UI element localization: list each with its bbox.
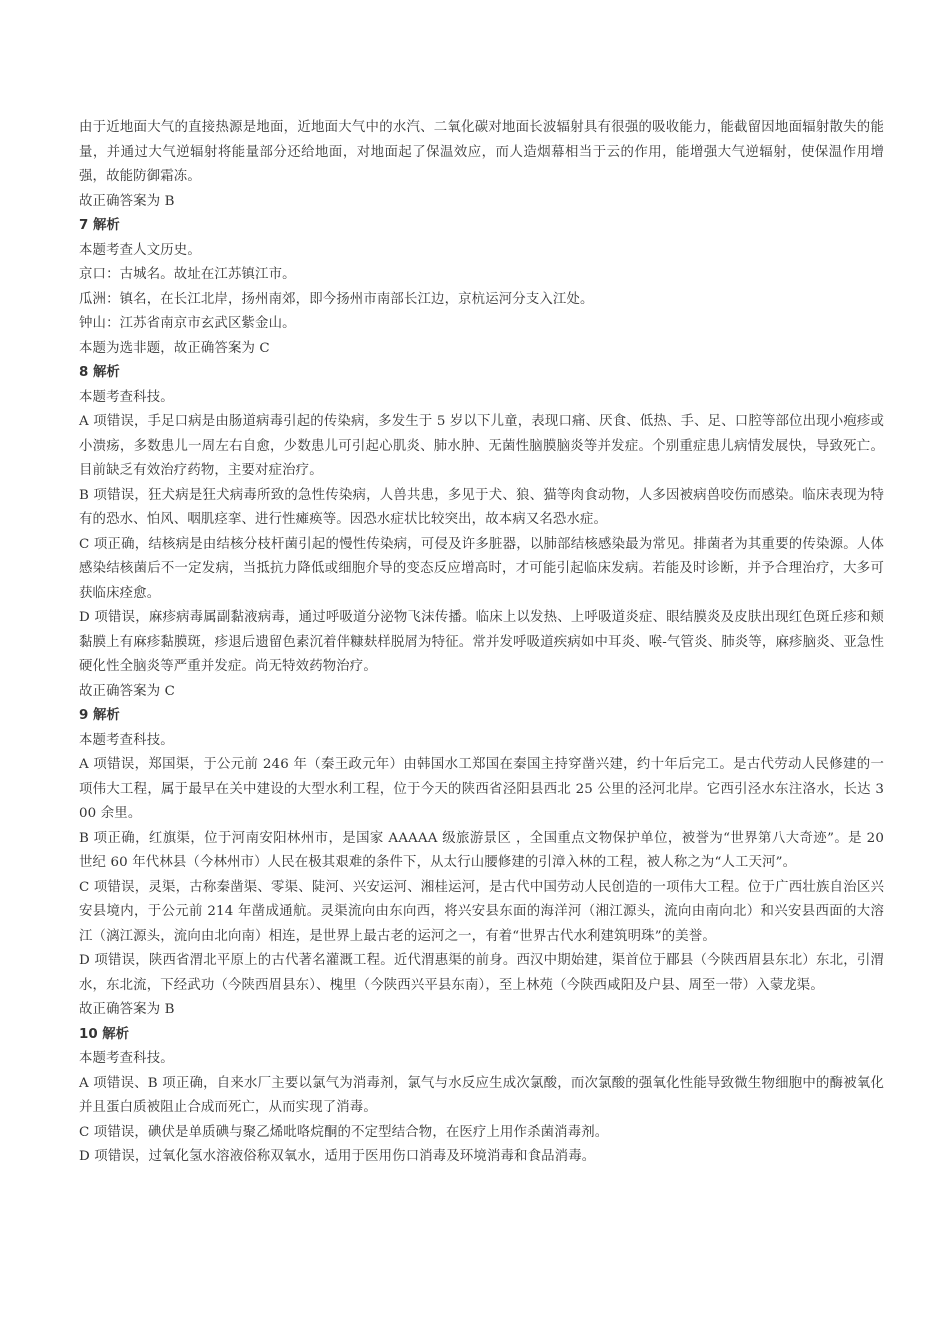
- q9-option-a: A 项错误，郑国渠，于公元前 246 年（秦王政元年）由韩国水工郑国在秦国主持穿凿兴建，约十年后完工。是古代劳动人民修建的一项伟大工程，属于最早在关中建设的大型水利工程，位于今天的陕西省泾阳县西北 25 公里的泾河北岸。它西引泾水东注洛水，长达 300 余里。: [79, 757, 884, 821]
- q8-answer: 故正确答案为 C: [79, 683, 176, 699]
- q8-option-b: B 项错误，狂犬病是狂犬病毒所致的急性传染病，人兽共患，多见于犬、狼、猫等肉食动物，人多因被病兽咬伤而感染。临床表现为特有的恐水、怕风、咽肌痉挛、进行性瘫痪等。因恐水症状比较突出，故本病又名恐水症。: [79, 487, 884, 527]
- q9-intro: 本题考查科技。: [79, 732, 174, 748]
- q9-option-d: D 项错误，陕西省渭北平原上的古代著名灌溉工程。近代渭惠渠的前身。西汉中期始建，渠首位于郿县（今陕西眉县东北）东北，引渭水，东北流，下经武功（今陕西眉县东）、槐里（今陕西兴平县东南），至上林苑（今陕西咸阳及户县、周至一带）入蒙龙渠。: [79, 953, 884, 993]
- q10-intro: 本题考查科技。: [79, 1051, 174, 1066]
- q6-answer: 故正确答案为 B: [79, 193, 175, 209]
- q7-answer: 本题为选非题，故正确答案为 C: [79, 340, 270, 356]
- q8-intro: 本题考查科技。: [79, 389, 174, 405]
- q8-option-c: C 项正确，结核病是由结核分枝杆菌引起的慢性传染病，可侵及许多脏器，以肺部结核感染最为常见。排菌者为其重要的传染源。人体感染结核菌后不一定发病，当抵抗力降低或细胞介导的变态反应增高时，才可能引起临床发病。若能及时诊断，并予合理治疗，大多可获临床痊愈。: [79, 536, 884, 601]
- q9-option-b: B 项正确，红旗渠，位于河南安阳林州市，是国家 AAAAA 级旅游景区 ，全国重点文物保护单位，被誉为“世界第八大奇迹”。是 20 世纪 60 年代林县（今林州市）人民在极其艰难的条件下，从太行山腰修建的引漳入林的工程，被人称之为“人工天河”。: [79, 830, 884, 870]
- q10-option-c: C 项错误，碘伏是单质碘与聚乙烯吡咯烷酮的不定型结合物，在医疗上用作杀菌消毒剂。: [79, 1124, 609, 1140]
- q8-option-d: D 项错误，麻疹病毒属副黏液病毒，通过呼吸道分泌物飞沫传播。临床上以发热、上呼吸道炎症、眼结膜炎及皮肤出现红色斑丘疹和颊黏膜上有麻疹黏膜斑，疹退后遗留色素沉着伴糠麸样脱屑为特征。常并发呼吸道疾病如中耳炎、喉-气管炎、肺炎等，麻疹脑炎、亚急性硬化性全脑炎等严重并发症。尚无特效药物治疗。: [79, 610, 884, 674]
- q9-heading: 9 解析: [79, 708, 120, 723]
- q7-zhongshan: 钟山：江苏省南京市玄武区紫金山。: [79, 316, 296, 331]
- q6-explanation: 由于近地面大气的直接热源是地面，近地面大气中的水汽、二氧化碳对地面长波辐射具有很强的吸收能力，能截留因地面辐射散失的能量，并通过大气逆辐射将能量部分还给地面，对地面起了保温效应，而人造烟幕相当于云的作用，能增强大气逆辐射，使保温作用增强，故能防御霜冻。: [79, 120, 884, 184]
- q8-option-a: A 项错误，手足口病是由肠道病毒引起的传染病，多发生于 5 岁以下儿童，表现口痛、厌食、低热、手、足、口腔等部位出现小疱疹或小溃疡，多数患儿一周左右自愈，少数患儿可引起心肌炎、肺水肿、无菌性脑膜脑炎等并发症。个别重症患儿病情发展快，导致死亡。目前缺乏有效治疗药物，主要对症治疗。: [79, 414, 884, 478]
- q9-answer: 故正确答案为 B: [79, 1002, 175, 1017]
- q7-intro: 本题考查人文历史。: [79, 242, 201, 258]
- q7-jingkou: 京口：古城名。故址在江苏镇江市。: [79, 267, 296, 282]
- q10-option-d: D 项错误，过氧化氢水溶液俗称双氧水，适用于医用伤口消毒及环境消毒和食品消毒。: [79, 1149, 596, 1164]
- document-page: [79, 116, 884, 1170]
- q7-heading: 7 解析: [79, 218, 120, 233]
- q10-option-ab: A 项错误、B 项正确，自来水厂主要以氯气为消毒剂，氯气与水反应生成次氯酸，而次氯酸的强氧化性能导致微生物细胞中的酶被氧化并且蛋白质被阻止合成而死亡，从而实现了消毒。: [79, 1075, 884, 1115]
- q10-heading: 10 解析: [79, 1026, 130, 1042]
- q8-heading: 8 解析: [79, 365, 120, 380]
- q7-guazhou: 瓜洲：镇名，在长江北岸，扬州南郊，即今扬州市南部长江边，京杭运河分支入江处。: [79, 291, 594, 307]
- q9-option-c: C 项错误，灵渠，古称秦凿渠、零渠、陡河、兴安运河、湘桂运河，是古代中国劳动人民创造的一项伟大工程。位于广西壮族自治区兴安县境内，于公元前 214 年凿成通航。灵渠流向由东向西，将兴安县东面的海洋河（湘江源头，流向由南向北）和兴安县西面的大溶江（漓江源头，流向由北向南）相连，是世界上最古老的运河之一，有着“世界古代水利建筑明珠”的美誉。: [79, 879, 884, 944]
